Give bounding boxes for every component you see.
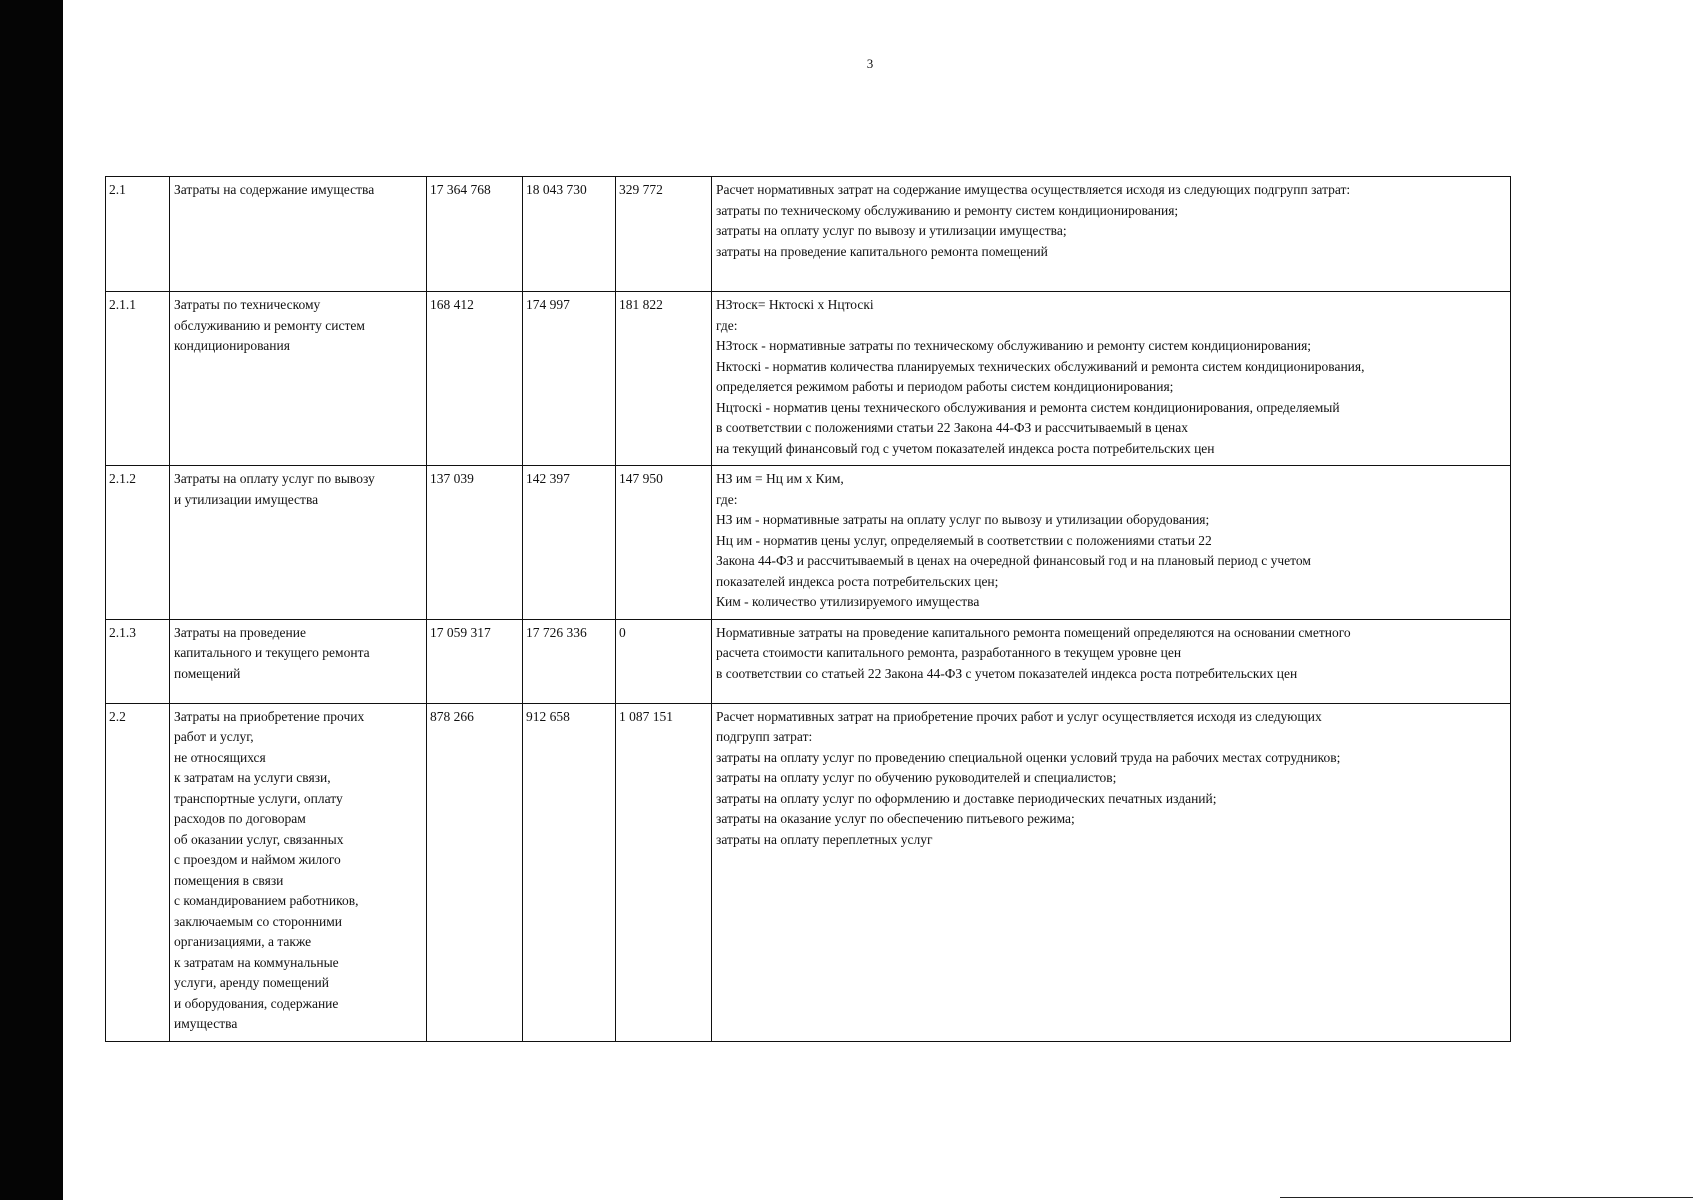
- table-row: [106, 466, 1511, 620]
- description-line: определяется режимом работы и периодом работы систем кондиционирования;: [716, 379, 1174, 394]
- description-line: затраты на проведение капитального ремонта помещений: [716, 243, 1048, 259]
- table-row: [106, 703, 1511, 1041]
- description-line: НЗ им - нормативные затраты на оплату услуг по вывозу и утилизации оборудования;: [716, 512, 1210, 527]
- row-title-line: работ и услуг,: [174, 729, 254, 744]
- row-title-line: заключаемым со сторонними: [174, 913, 343, 929]
- description-line: где:: [716, 317, 738, 333]
- row-code-cell: [106, 466, 170, 620]
- row-title-line: Затраты по техническому: [174, 297, 321, 312]
- value-cell-1: [427, 619, 523, 703]
- description-line: затраты на оплату услуг по оформлению и доставке периодических печатных изданий;: [716, 790, 1217, 806]
- row-title-cell: [170, 703, 427, 1041]
- value-cell-3: [616, 619, 712, 703]
- row-code: 2.1.3: [109, 624, 136, 640]
- row-title-cell: [170, 466, 427, 620]
- value-cell-1: [427, 466, 523, 620]
- description-line: Нктоскi - норматив количества планируемых технических обслуживаний и ремонта систем кондиционирования,: [716, 358, 1365, 374]
- row-title-line: обслуживанию и ремонту систем: [174, 317, 365, 333]
- value-cell-2: [523, 292, 616, 466]
- row-title-line: имущества: [174, 1016, 238, 1031]
- row-title-line: расходов по договорам: [174, 811, 306, 826]
- description-line: затраты на оплату услуг по обучению руководителей и специалистов;: [716, 770, 1117, 785]
- footer-rule: [1280, 1197, 1693, 1198]
- value-3: 329 772: [619, 182, 663, 197]
- row-title-line: Затраты на содержание имущества: [174, 182, 375, 197]
- row-title-line: услуги, аренду помещений: [174, 975, 330, 990]
- description-line: Закона 44-ФЗ и рассчитываемый в ценах на очередной финансовый год и на плановый период с учетом: [716, 553, 1311, 568]
- description-line: Нцтоскi - норматив цены технического обслуживания и ремонта систем кондиционирования, определяемый: [716, 399, 1340, 415]
- row-code: 2.1.2: [109, 471, 136, 486]
- description-line: Нц им - норматив цены услуг, определяемый в соответствии с положениями статьи 22: [716, 532, 1212, 548]
- row-description-cell: [712, 466, 1511, 620]
- description-line: подгрупп затрат:: [716, 729, 813, 744]
- value-3: 181 822: [619, 297, 663, 312]
- description-line: в соответствии с положениями статьи 22 Закона 44-ФЗ и рассчитываемый в ценах: [716, 420, 1189, 435]
- description-line: показателей индекса роста потребительских цен;: [716, 573, 999, 589]
- row-title-cell: [170, 177, 427, 292]
- description-line: расчета стоимости капитального ремонта, разработанного в текущем уровне цен: [716, 645, 1182, 660]
- row-code-cell: [106, 703, 170, 1041]
- value-cell-2: [523, 619, 616, 703]
- row-title-line: Затраты на проведение: [174, 624, 306, 640]
- value-3: 147 950: [619, 471, 663, 486]
- description-line: Нормативные затраты на проведение капитального ремонта помещений определяются на основании сметного: [716, 624, 1351, 640]
- value-1: 17 059 317: [430, 624, 491, 640]
- description-line: затраты по техническому обслуживанию и ремонту систем кондиционирования;: [716, 202, 1179, 218]
- description-line: затраты на оплату переплетных услуг: [716, 831, 933, 847]
- description-line: Расчет нормативных затрат на приобретение прочих работ и услуг осуществляется исходя из следующих: [716, 708, 1322, 724]
- table-row: [106, 619, 1511, 703]
- description-line: НЗтоск= Нктоскi х Нцтоскi: [716, 297, 874, 312]
- row-title-line: капитального и текущего ремонта: [174, 645, 370, 660]
- value-2: 17 726 336: [526, 624, 587, 640]
- row-code-cell: [106, 619, 170, 703]
- value-2: 174 997: [526, 297, 570, 312]
- row-title-line: помещения в связи: [174, 872, 284, 888]
- description-line: Расчет нормативных затрат на содержание имущества осуществляется исходя из следующих подгрупп затрат:: [716, 182, 1351, 197]
- description-line: затраты на оплату услуг по проведению специальной оценки условий труда на рабочих местах сотрудников;: [716, 749, 1341, 765]
- description-line: затраты на оплату услуг по вывозу и утилизации имущества;: [716, 223, 1067, 238]
- table-row: [106, 177, 1511, 292]
- description-line: затраты на оказание услуг по обеспечению питьевого режима;: [716, 811, 1075, 826]
- row-description-cell: [712, 177, 1511, 292]
- row-description-cell: [712, 703, 1511, 1041]
- row-title-line: не относящихся: [174, 749, 266, 765]
- row-title-line: Затраты на приобретение прочих: [174, 708, 365, 724]
- value-3: 0: [619, 624, 626, 640]
- row-code: 2.1.1: [109, 297, 136, 312]
- row-title-line: и оборудования, содержание: [174, 995, 339, 1011]
- scan-edge-bar: [0, 0, 63, 1200]
- row-title-line: с командированием работников,: [174, 893, 359, 908]
- value-2: 912 658: [526, 708, 570, 724]
- row-description-cell: [712, 619, 1511, 703]
- value-cell-3: [616, 292, 712, 466]
- value-cell-3: [616, 466, 712, 620]
- value-1: 17 364 768: [430, 182, 491, 197]
- value-cell-3: [616, 703, 712, 1041]
- value-1: 168 412: [430, 297, 474, 312]
- value-3: 1 087 151: [619, 708, 673, 724]
- description-line: где:: [716, 491, 738, 507]
- cost-table-body: [106, 177, 1511, 1042]
- row-title-line: кондиционирования: [174, 338, 290, 353]
- row-title-line: об оказании услуг, связанных: [174, 831, 344, 847]
- value-2: 18 043 730: [526, 182, 587, 197]
- page-number: 3: [866, 56, 874, 71]
- value-cell-1: [427, 703, 523, 1041]
- row-code-cell: [106, 292, 170, 466]
- description-line: НЗтоск - нормативные затраты по техническому обслуживанию и ремонту систем кондиционирования;: [716, 338, 1312, 353]
- row-title-line: Затраты на оплату услуг по вывозу: [174, 471, 375, 486]
- row-title-line: с проездом и наймом жилого: [174, 852, 341, 867]
- value-cell-3: [616, 177, 712, 292]
- value-cell-2: [523, 466, 616, 620]
- row-description-cell: [712, 292, 1511, 466]
- value-cell-2: [523, 177, 616, 292]
- row-code-cell: [106, 177, 170, 292]
- row-title-line: организациями, а также: [174, 934, 312, 949]
- row-title-line: помещений: [174, 665, 241, 681]
- row-title-line: к затратам на коммунальные: [174, 954, 339, 970]
- value-1: 137 039: [430, 471, 474, 486]
- value-1: 878 266: [430, 708, 474, 724]
- description-line: на текущий финансовый год с учетом показателей индекса роста потребительских цен: [716, 440, 1215, 456]
- row-code: 2.1: [109, 182, 126, 197]
- value-cell-2: [523, 703, 616, 1041]
- value-cell-1: [427, 177, 523, 292]
- row-title-line: транспортные услуги, оплату: [174, 790, 343, 806]
- row-title-cell: [170, 292, 427, 466]
- row-title-cell: [170, 619, 427, 703]
- value-2: 142 397: [526, 471, 570, 486]
- description-line: НЗ им = Нц им х Ким,: [716, 471, 844, 486]
- description-line: Ким - количество утилизируемого имущества: [716, 594, 980, 609]
- row-title-line: и утилизации имущества: [174, 491, 319, 507]
- row-title-line: к затратам на услуги связи,: [174, 770, 331, 785]
- cost-table: [105, 176, 1511, 1042]
- row-code: 2.2: [109, 708, 126, 724]
- value-cell-1: [427, 292, 523, 466]
- description-line: в соответствии со статьей 22 Закона 44-ФЗ с учетом показателей индекса роста потребительских цен: [716, 665, 1298, 681]
- table-row: [106, 292, 1511, 466]
